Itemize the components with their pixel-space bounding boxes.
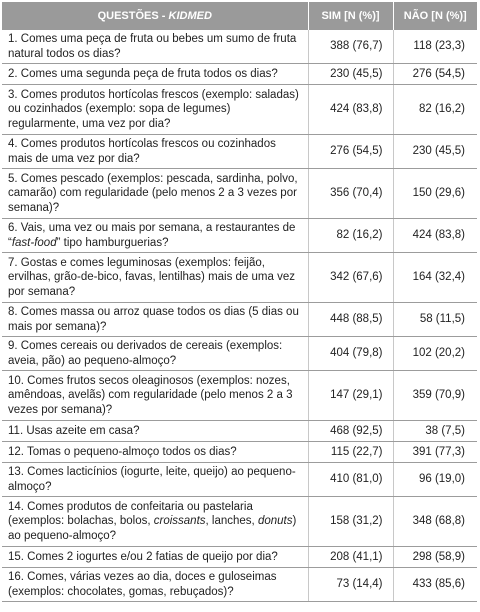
question-cell <box>2 337 308 371</box>
yes-cell: 147 (29,1) <box>308 371 393 421</box>
table-row <box>2 219 477 253</box>
question-text: 9. Comes cereais ou derivados de cereais (exemplos: aveia, pão) ao pequeno-almoço? <box>8 340 283 367</box>
yes-cell: 208 (41,1) <box>308 547 393 568</box>
no-cell: 391 (77,3) <box>393 442 477 463</box>
question-cell <box>2 253 308 303</box>
question-cell <box>2 85 308 135</box>
question-text-italic: donuts <box>257 515 293 528</box>
no-cell: 276 (54,5) <box>393 64 477 85</box>
header-yes: SIM [N (%)] <box>308 2 393 30</box>
table-row <box>2 85 477 135</box>
no-cell: 433 (85,6) <box>393 568 477 602</box>
question-cell <box>2 547 308 568</box>
question-text: 15. Comes 2 iogurtes e/ou 2 fatias de queijo por dia? <box>8 550 278 563</box>
question-cell <box>2 303 308 337</box>
no-cell: 424 (83,8) <box>393 219 477 253</box>
question-text: 5. Comes pescado (exemplos: pescada, sardinha, polvo, camarão) com regularidade (pelo menos 2 a 3 vezes por semana)? <box>8 172 298 214</box>
question-text: , lanches, <box>205 515 258 528</box>
table-row <box>2 253 477 303</box>
no-cell: 230 (45,5) <box>393 135 477 169</box>
question-text: 10. Comes frutos secos oleaginosos (exemplos: nozes, amêndoas, avelãs) com regularidade (pelo menos 2 a 3 vezes por semana)? <box>8 374 293 416</box>
table-row <box>2 568 477 602</box>
no-cell: 58 (11,5) <box>393 303 477 337</box>
question-text: 16. Comes, várias vezes ao dia, doces e guloseimas (exemplos: chocolates, gomas, rebuçados)? <box>8 571 277 598</box>
question-text: 1. Comes uma peça de fruta ou bebes um sumo de fruta natural todos os dias? <box>8 33 297 60</box>
table-row <box>2 135 477 169</box>
no-cell: 164 (32,4) <box>393 253 477 303</box>
table-row <box>2 442 477 463</box>
no-cell: 118 (23,3) <box>393 30 477 64</box>
yes-cell: 410 (81,0) <box>308 463 393 497</box>
question-text: 14. Comes produtos de confeitaria ou pastelaria (exemplos: bolachas, bolos, <box>8 500 253 528</box>
question-cell <box>2 169 308 219</box>
question-text: ) ao pequeno-almoço? <box>8 515 297 542</box>
question-cell <box>2 64 308 85</box>
header-no: NÃO [N (%)] <box>393 2 477 30</box>
question-text: 7. Gostas e comes leguminosas (exemplos: feijão, ervilhas, grão-de-bico, favas, lentilhas) mais de uma vez por semana? <box>8 256 295 298</box>
table-row <box>2 371 477 421</box>
question-cell <box>2 442 308 463</box>
question-text: 3. Comes produtos hortícolas frescos (exemplo: saladas) ou cozinhados (exemplo: sopa de legumes) regularmente, uma vez por dia? <box>8 88 299 130</box>
question-cell <box>2 135 308 169</box>
table-row <box>2 547 477 568</box>
question-text: 12. Tomas o pequeno-almoço todos os dias? <box>8 445 237 458</box>
question-cell <box>2 568 308 602</box>
yes-cell: 468 (92,5) <box>308 421 393 442</box>
question-cell <box>2 497 308 547</box>
no-cell: 348 (68,8) <box>393 497 477 547</box>
yes-cell: 82 (16,2) <box>308 219 393 253</box>
header-questions-brand: KIDMED <box>168 10 212 22</box>
no-cell: 38 (7,5) <box>393 421 477 442</box>
yes-cell: 115 (22,7) <box>308 442 393 463</box>
question-text-italic: fast-food <box>11 236 57 249</box>
table-row <box>2 30 477 64</box>
table-row <box>2 64 477 85</box>
question-cell <box>2 463 308 497</box>
yes-cell: 73 (14,4) <box>308 568 393 602</box>
yes-cell: 424 (83,8) <box>308 85 393 135</box>
table-header <box>2 2 477 30</box>
table-body <box>2 30 477 602</box>
yes-cell: 158 (31,2) <box>308 497 393 547</box>
table-row <box>2 463 477 497</box>
yes-cell: 388 (76,7) <box>308 30 393 64</box>
header-questions-prefix: QUESTÕES - <box>97 10 169 22</box>
yes-cell: 230 (45,5) <box>308 64 393 85</box>
table-row <box>2 337 477 371</box>
yes-cell: 404 (79,8) <box>308 337 393 371</box>
question-text: 2. Comes uma segunda peça de fruta todos os dias? <box>8 67 278 80</box>
yes-cell: 276 (54,5) <box>308 135 393 169</box>
header-questions <box>2 2 308 30</box>
question-text: ” tipo hamburguerias? <box>56 236 169 249</box>
header-row <box>2 2 477 30</box>
table-row <box>2 303 477 337</box>
question-text: 6. Vais, uma vez ou mais por semana, a restaurantes de “ <box>8 222 296 249</box>
no-cell: 150 (29,6) <box>393 169 477 219</box>
question-text: 4. Comes produtos hortícolas frescos ou cozinhados mais de uma vez por dia? <box>8 138 276 165</box>
question-text: 8. Comes massa ou arroz quase todos os dias (5 dias ou mais por semana)? <box>8 306 299 333</box>
question-cell <box>2 30 308 64</box>
question-text: 11. Usas azeite em casa? <box>8 424 140 437</box>
table-row <box>2 169 477 219</box>
yes-cell: 342 (67,6) <box>308 253 393 303</box>
no-cell: 102 (20,2) <box>393 337 477 371</box>
no-cell: 359 (70,9) <box>393 371 477 421</box>
yes-cell: 448 (88,5) <box>308 303 393 337</box>
kidmed-table-container <box>2 2 477 602</box>
no-cell: 82 (16,2) <box>393 85 477 135</box>
no-cell: 298 (58,9) <box>393 547 477 568</box>
table-row <box>2 421 477 442</box>
question-cell <box>2 371 308 421</box>
question-cell <box>2 421 308 442</box>
kidmed-table <box>2 2 477 602</box>
no-cell: 96 (19,0) <box>393 463 477 497</box>
question-text-italic: croissants <box>153 515 206 528</box>
question-cell <box>2 219 308 253</box>
table-row <box>2 497 477 547</box>
yes-cell: 356 (70,4) <box>308 169 393 219</box>
question-text: 13. Comes lacticínios (iogurte, leite, queijo) ao pequeno-almoço? <box>8 466 296 493</box>
